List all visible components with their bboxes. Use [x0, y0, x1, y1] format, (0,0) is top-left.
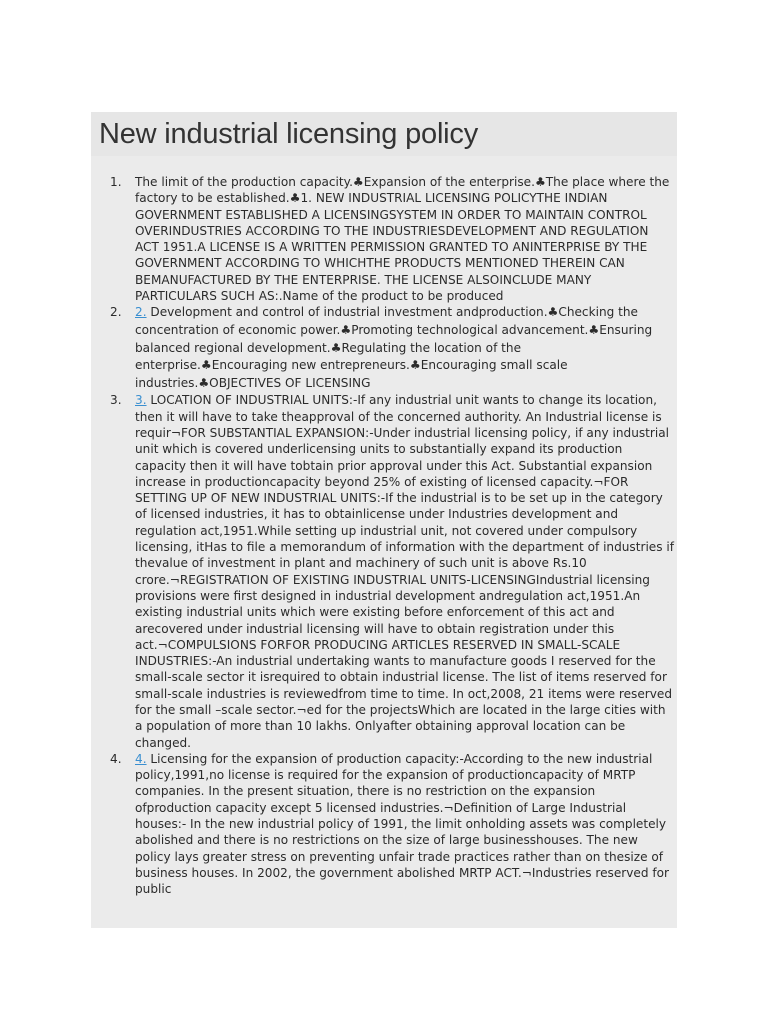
list-item: [91, 392, 677, 751]
document-body: [91, 174, 677, 898]
title-band: [91, 112, 677, 156]
list-item-number: 3.: [110, 393, 122, 408]
list-item-body: [135, 304, 675, 392]
list-item-link[interactable]: 4.: [135, 751, 147, 766]
list-item-number: 1.: [110, 175, 122, 189]
list-item: [91, 751, 677, 898]
list-item-body: [135, 392, 675, 751]
list-item-body: [135, 751, 675, 898]
numbered-list: [91, 174, 677, 898]
list-item-text: Development and control of industrial investment andproduction.♣Checking the concentration of economic power.♣Promoting technological advancement.♣Ensuring balanced regional development.♣Regulating the location of the enterprise.♣Encouraging new entrepreneurs.♣Encouraging small scale industries.♣OBJECTIVES OF LICENSING: [135, 305, 653, 390]
list-item-number: 2.: [110, 305, 122, 320]
list-item-link[interactable]: 2.: [135, 305, 147, 320]
document-page: [91, 112, 677, 928]
list-item-text: The limit of the production capacity.♣Expansion of the enterprise.♣The place where the factory to be established.♣1. NEW INDUSTRIAL LICENSING POLICYTHE INDIAN GOVERNMENT ESTABLISHED A LICENSINGSYSTEM IN ORDER TO MAINTAIN CONTROL OVERINDUSTRIES ACCORDING TO THE INDUSTRIESDEVELOPMENT AND REGULATION ACT 1951.A LICENSE IS A WRITTEN PERMISSION GRANTED TO ANINTERPRISE BY THE GOVERNMENT ACCORDING TO WHICHTHE PRODUCTS MENTIONED THEREIN CAN BEMANUFACTURED BY THE ENTERPRISE. THE LICENSE ALSOINCLUDE MANY PARTICULARS SUCH AS:.Name of the product to be produced: [135, 175, 670, 304]
list-item: [91, 304, 677, 392]
list-item-number: 4.: [110, 751, 122, 766]
page-title: New industrial licensing policy: [99, 118, 479, 150]
list-item-text: Licensing for the expansion of production capacity:-According to the new industrial policy,1991,no license is required for the expansion of productioncapacity of MRTP companies. In the present situation, there is no restriction on the expansion ofproduction capacity except 5 licensed industries.¬Definition of Large Industrial houses:- In the new industrial policy of 1991, the limit onholding assets was completely abolished and there is no restrictions on the size of large businesshouses. The new policy lays greater stress on preventing unfair trade practices rather than on thesize of business houses. In 2002, the government abolished MRTP ACT.¬Industries reserved for public: [135, 751, 670, 897]
list-item-link[interactable]: 3.: [135, 393, 147, 408]
list-item-text: LOCATION OF INDUSTRIAL UNITS:-If any industrial unit wants to change its location, then it will have to take theapproval of the concerned authority. An Industrial license is requir¬FOR SUBSTANTIAL EXPANSION:-Under industrial licensing policy, if any industrial unit which is covered underlicensing units to substantially expand its production capacity then it will have tobtain prior approval under this Act. Substantial expansion increase in productioncapacity beyond 25% of existing of licensed capacity.¬FOR SETTING UP OF NEW INDUSTRIAL UNITS:-If the industrial is to be set up in the category of licensed industries, it has to obtainlicense under Industries development and regulation act,1951.While setting up industrial unit, not covered under compulsory licensing, itHas to file a memorandum of information with the department of industries if thevalue of investment in plant and machinery of such unit is above Rs.10 crore.¬REGISTRATION OF EXISTING INDUSTRIAL UNITS-LICENSINGIndustrial licensing provisions were first designed in industrial development andregulation act,1951.An existing industrial units which were existing before enforcement of this act and arecovered under industrial licensing will have to obtain registration under this act.¬COMPULSIONS FORFOR PRODUCING ARTICLES RESERVED IN SMALL-SCALE INDUSTRIES:-An industrial undertaking wants to manufacture goods I reserved for the small-scale sector it isrequired to obtain industrial license. The list of items reserved for small-scale industries is reviewedfrom time to time. In oct,2008, 21 items were reserved for the small –scale sector.¬ed for the projectsWhich are located in the large cities with a population of more than 10 lakhs. Onlyafter obtaining approval location can be changed.: [135, 393, 675, 750]
list-item: [91, 174, 677, 304]
